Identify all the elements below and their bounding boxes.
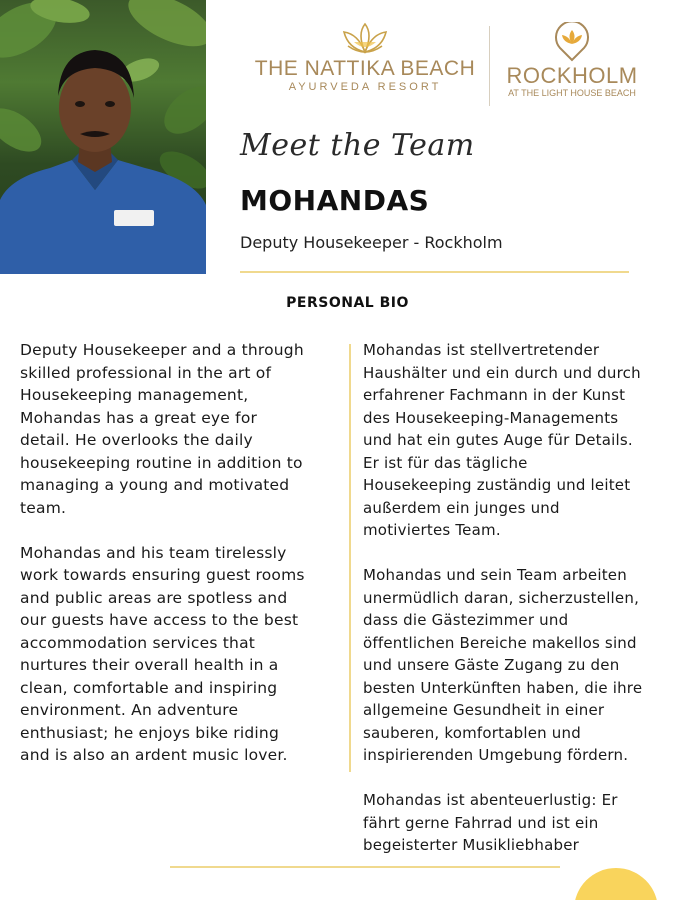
staff-photo bbox=[0, 0, 206, 274]
meet-the-team-title: Meet the Team bbox=[240, 128, 475, 163]
bio-english-column bbox=[20, 339, 342, 789]
bio-german-paragraph: Mohandas ist stellvertretender Haushälter und ein durch und durch erfahrener Fachmann in der Kunst des Housekeeping-Managements und hat ein gutes Auge für Details. Er ist für das tägliche Housekeeping zuständig und leitet außerdem ein junges und motiviertes Team. bbox=[363, 341, 641, 539]
staff-name: MOHANDAS bbox=[240, 184, 430, 217]
footer-divider bbox=[170, 866, 560, 868]
rockholm-brand-name: ROCKHOLM bbox=[506, 63, 638, 88]
bio-english-paragraph: Deputy Housekeeper and a through skilled professional in the art of Housekeeping management, Mohandas has a great eye for detail. He overlooks the daily housekeeping routine in addition to managing a young and motivated team. bbox=[20, 341, 304, 517]
bio-english-paragraph: Mohandas and his team tirelessly work towards ensuring guest rooms and public areas are spotless and our guests have access to the best accommodation services that nurtures their overall health in a clean, comfortable and inspiring environment. An adventure enthusiast; he enjoys bike riding and is also an ardent music lover. bbox=[20, 543, 305, 764]
rockholm-logo bbox=[498, 22, 646, 106]
column-divider bbox=[349, 344, 351, 772]
portrait-illustration bbox=[0, 0, 206, 274]
logo-divider bbox=[489, 26, 490, 106]
header-divider bbox=[240, 271, 629, 273]
rockholm-brand-subtitle: AT THE LIGHT HOUSE BEACH bbox=[508, 88, 636, 98]
staff-role: Deputy Housekeeper - Rockholm bbox=[240, 233, 503, 252]
bio-german-paragraph: Mohandas und sein Team arbeiten unermüdlich daran, sicherzustellen, dass die Gästezimmer und öffentlichen Bereiche makellos sind und unsere Gäste Zugang zu den besten Unterkünften haben, die ihre allgemeine Gesundheit in einer sauberen, komfortablen und inspirierenden Umgebung fördern. bbox=[363, 566, 643, 764]
bio-german-column bbox=[363, 339, 675, 879]
bio-heading: PERSONAL BIO bbox=[286, 295, 409, 311]
location-pin-icon bbox=[550, 22, 594, 62]
bio-german-paragraph: Mohandas ist abenteuerlustig: Er fährt gerne Fahrrad und ist ein begeisterter Musikliebhaber bbox=[363, 791, 618, 854]
nattika-brand-subtitle: AYURVEDA RESORT bbox=[288, 81, 442, 93]
nattika-beach-logo bbox=[250, 22, 480, 106]
lotus-icon bbox=[340, 22, 390, 56]
nattika-brand-name: THE NATTIKA BEACH bbox=[254, 57, 476, 80]
